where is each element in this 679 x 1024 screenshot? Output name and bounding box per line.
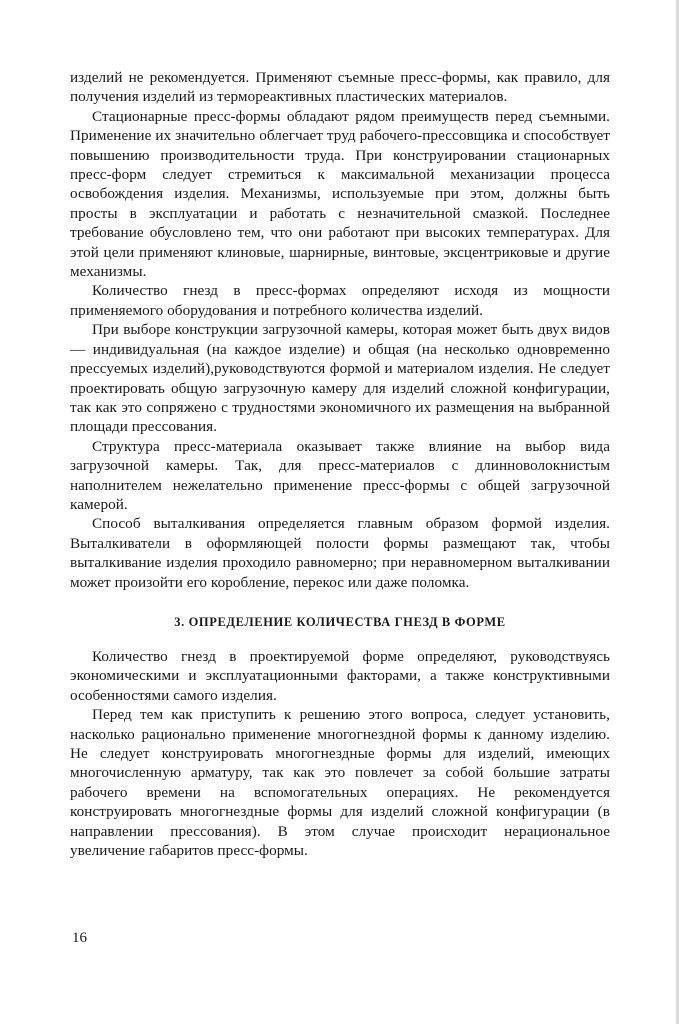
paragraph-material-structure: Структура пресс-материала оказывает также влияние на выбор вида загрузочной камеры. Так, для пресс-материалов с длинноволокнистым наполнителем нежелательно применение пресс-формы с общей загрузочной камерой. [70,437,610,513]
paragraph-loading-chamber: При выборе конструкции загрузочной камеры, которая может быть двух видов — индивидуальная (на каждое изделие) и общая (на несколько одновременно прессуемых изделий),руководствуются формой и материалом изделия. Не следует проектировать общую загрузочную камеру для изделий сложной конфигурации, так как это сопряжено с трудностями экономичного их размещения на выбранной площади прессования. [70,321,610,436]
paragraph-multi-cavity: Перед тем как приступить к решению этого вопроса, следует установить, насколько рационально применение многогнездной формы к данному изделию. Не следует конструировать многогнездные формы для изделий, имеющих многочисленную арматуру, так как это повлечет за собой большие затраты рабочего времени на вспомогательных операциях. Не рекомендуется конструировать многогнездные формы для изделий сложной конфигурации (в направлении прессования). В этом случае происходит нерациональное увеличение габаритов пресс-формы. [70,706,610,860]
section-heading: 3. ОПРЕДЕЛЕНИЕ КОЛИЧЕСТВА ГНЕЗД В ФОРМЕ [174,614,506,629]
paragraph-cavity-count: Количество гнезд в пресс-формах определяют исходя из мощности применяемого оборудования и потребного количества изделий. [70,282,610,319]
page-body [70,68,610,860]
paragraph-continued: изделий не рекомендуется. Применяют съемные пресс-формы, как правило, для получения изделий из термореактивных пластических материалов. [70,69,610,106]
paragraph-stationary-molds: Стационарные пресс-формы обладают рядом преимуществ перед съемными. Применение их значительно облегчает труд рабочего-прессовщика и способствует повышению производительности труда. При конструировании стационарных пресс-форм следует стремиться к максимальной механизации процесса освобождения изделия. Механизмы, используемые при этом, должны быть просты в эксплуатации и работать с незначительной смазкой. Последнее требование обусловлено тем, что они работают при высоких температурах. Для этой цели применяют клиновые, шарнирные, винтовые, эксцентриковые и другие механизмы. [70,107,610,281]
page-number: 16 [72,930,87,946]
paragraph-ejection-method: Способ выталкивания определяется главным образом формой изделия. Выталкиватели в оформляющей полости формы размещают так, чтобы выталкивание изделия проходило равномерно; при неравномерном выталкивании может произойти его коробление, перекос или даже поломка. [70,515,610,591]
paragraph-cavity-factors: Количество гнезд в проектируемой форме определяют, руководствуясь экономическими и эксплуатационными факторами, а также конструктивными особенностями самого изделия. [70,647,610,704]
